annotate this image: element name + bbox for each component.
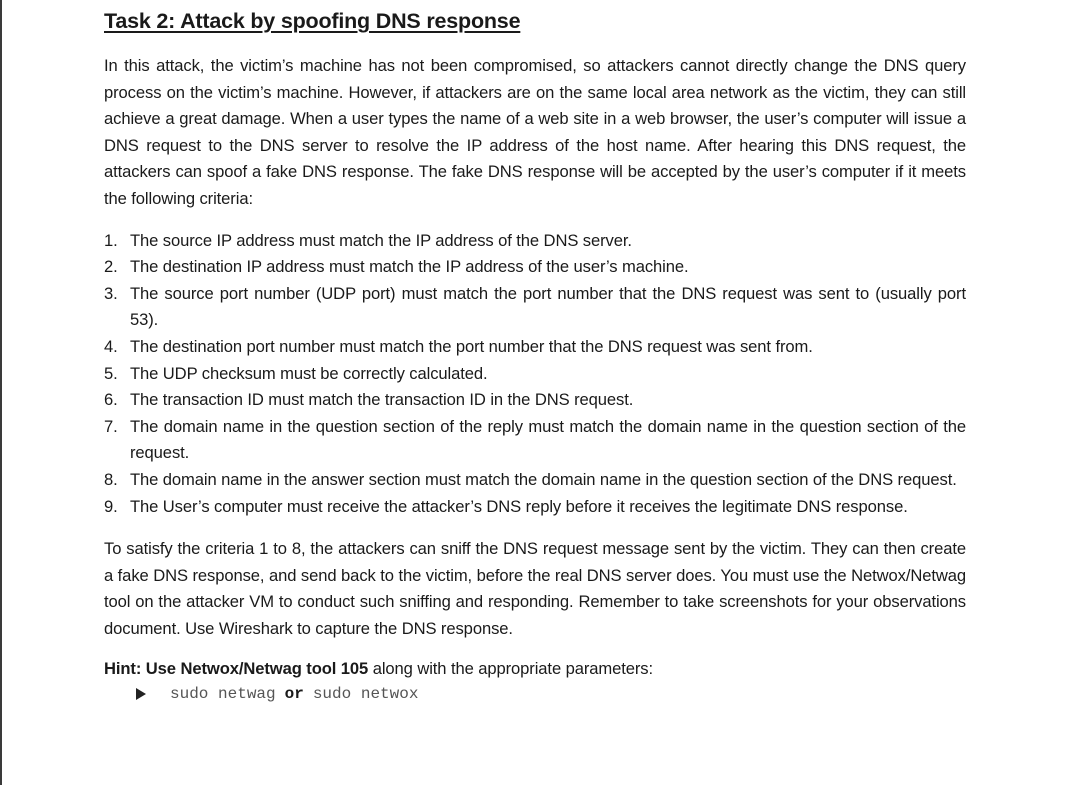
intro-paragraph: In this attack, the victim’s machine has not been compromised, so attackers cannot directly change the DNS query process on the victim’s machine. However, if attackers are on the same local area network as the victim, they can still achieve a great damage. When a user types the name of a web site in a web browser, the user’s computer will issue a DNS request to the DNS server to resolve the IP address of the host name. After hearing this DNS request, the attackers can spoof a fake DNS response. The fake DNS response will be accepted by the user’s computer if it meets the following criteria: bbox=[104, 56, 966, 208]
list-item-text: The domain name in the answer section must match the domain name in the question section of the DNS request. bbox=[130, 469, 957, 489]
list-number: 3. bbox=[104, 283, 118, 303]
task-title: Task 2: Attack by spoofing DNS response bbox=[104, 9, 521, 33]
list-item bbox=[104, 467, 966, 494]
list-item-text: The source IP address must match the IP address of the DNS server. bbox=[130, 230, 632, 250]
list-item-text: The domain name in the question section of the reply must match the domain name in the question section of the request. bbox=[130, 416, 966, 463]
command-line bbox=[136, 682, 966, 706]
command-netwag: sudo netwag bbox=[170, 685, 276, 704]
document-page bbox=[104, 6, 966, 706]
list-item bbox=[104, 494, 966, 521]
hint-bold-text: Hint: Use Netwox/Netwag tool 105 bbox=[104, 659, 369, 679]
list-item bbox=[104, 387, 966, 414]
list-item-text: The source port number (UDP port) must match the port number that the DNS request was sent to (usually port 53). bbox=[130, 283, 966, 330]
list-number: 6. bbox=[104, 390, 118, 410]
list-number: 2. bbox=[104, 257, 118, 277]
list-item bbox=[104, 334, 966, 361]
list-item-text: The UDP checksum must be correctly calculated. bbox=[130, 363, 488, 383]
list-number: 7. bbox=[104, 416, 118, 436]
list-item-text: The transaction ID must match the transaction ID in the DNS request. bbox=[130, 390, 634, 410]
list-number: 4. bbox=[104, 336, 118, 356]
list-number: 1. bbox=[104, 230, 118, 250]
command-or: or bbox=[284, 685, 304, 704]
list-number: 8. bbox=[104, 469, 118, 489]
followup-paragraph: To satisfy the criteria 1 to 8, the attackers can sniff the DNS request message sent by the victim. They can then create a fake DNS response, and send back to the victim, before the real DNS server does. You must use the Netwox/Netwag tool on the attacker VM to conduct such sniffing and responding. Remember to take screenshots for your observations document. Use Wireshark to capture the DNS response. bbox=[104, 539, 966, 638]
list-number: 9. bbox=[104, 496, 118, 516]
list-item-text: The destination IP address must match the IP address of the user’s machine. bbox=[130, 257, 689, 277]
criteria-list bbox=[104, 228, 966, 521]
list-item bbox=[104, 414, 966, 467]
list-item-text: The User’s computer must receive the attacker’s DNS reply before it receives the legitimate DNS response. bbox=[130, 496, 908, 516]
arrow-bullet-icon bbox=[136, 688, 146, 700]
command-netwox: sudo netwox bbox=[312, 685, 419, 704]
page-left-border bbox=[0, 0, 2, 785]
list-item bbox=[104, 281, 966, 334]
list-item bbox=[104, 361, 966, 388]
list-number: 5. bbox=[104, 363, 118, 383]
hint-rest-text: along with the appropriate parameters: bbox=[368, 659, 654, 679]
hint-line bbox=[104, 656, 966, 682]
list-item bbox=[104, 228, 966, 255]
list-item-text: The destination port number must match the port number that the DNS request was sent from. bbox=[130, 336, 813, 356]
list-item bbox=[104, 254, 966, 281]
